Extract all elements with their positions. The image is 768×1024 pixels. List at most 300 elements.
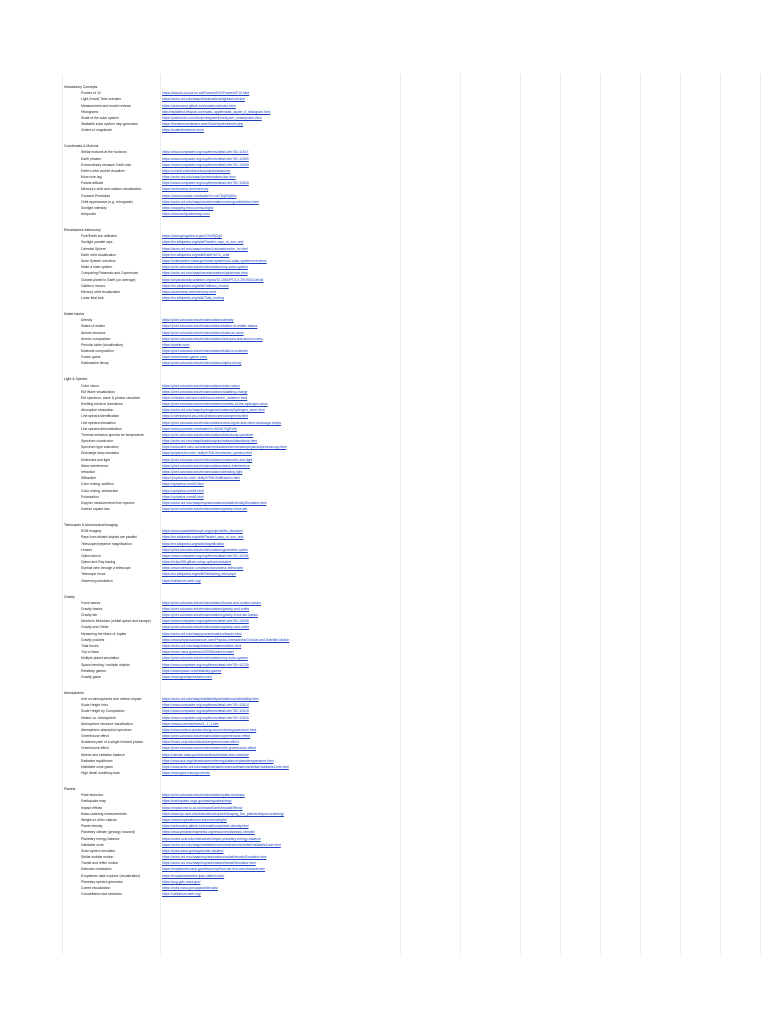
resource-link[interactable]: https://astronomy.com/mercury xyxy=(162,187,209,192)
resource-row xyxy=(0,289,768,295)
resource-link[interactable]: https://scied.ucar.edu/interactive/simple-planetary-energy-balance xyxy=(162,836,261,841)
resource-link[interactable]: https://astro.unl.edu/naap/habitablezones/animations/stellarHabitableZone.html xyxy=(162,842,281,847)
resource-link[interactable]: https://mars.nasa.gov/mars2020/timeline/cruise/ xyxy=(162,650,234,655)
resource-row xyxy=(0,674,768,680)
resource-name: Gravity and Orbits xyxy=(81,625,109,630)
resource-name: Trip to Mars xyxy=(81,650,99,655)
resource-name: Measuring the Mass of Jupiter xyxy=(81,631,127,636)
resource-row xyxy=(0,336,768,342)
section-header-row xyxy=(0,690,768,696)
resource-link[interactable]: https://exoplanets.nasa.gov/discovery/how-we-find-and-characterize/ xyxy=(162,867,266,872)
resource-link[interactable]: https://www.gravitysimulator.com/ xyxy=(162,674,213,679)
resource-row xyxy=(0,715,768,721)
resource-link[interactable]: https://phet.colorado.edu/en/simulations/isotopes-and-atomic-mass xyxy=(162,336,263,341)
resource-row xyxy=(0,162,768,168)
resource-link[interactable]: https://www.compadre.org/osp/items/detail.cfm?ID=13008 xyxy=(162,619,249,624)
resource-name: Unit on atmospheres and meteor impact xyxy=(81,697,142,702)
resource-link[interactable]: https://astro.unl.edu/naap/ltt/animations/lightarrival.html xyxy=(162,97,245,102)
resource-link[interactable]: https://www.compadre.org/osp/items/detail.cfm?ID=12725 xyxy=(162,662,249,667)
resource-link[interactable]: https://phet.colorado.edu/en/simulations/forces-and-motion-basics xyxy=(162,600,261,605)
resource-row xyxy=(0,873,768,879)
resource-link[interactable]: https://ricktu288.github.io/ray-optics/simulator/ xyxy=(162,560,231,565)
resource-link[interactable]: https://joshworth.com/dev/pixelspace/pixelspace_solarsystem.html xyxy=(162,115,262,120)
resource-name: Solar system simulator xyxy=(81,848,116,853)
resource-link[interactable]: https://astro.unl.edu/naap/tides/animations/tides.html xyxy=(162,644,242,648)
resource-link[interactable]: https://phet.colorado.edu/en/simulations/bending-light xyxy=(162,470,243,474)
resource-link[interactable]: https://www.exploratorium.edu/ronh/weight/ xyxy=(162,817,227,822)
resource-row xyxy=(0,655,768,661)
resource-link[interactable]: https://phet.colorado.edu/en/simulations/color-vision xyxy=(162,383,241,388)
section-header-row xyxy=(0,227,768,233)
resource-name: Atmosphere structure visualization xyxy=(81,721,133,726)
resource-link[interactable]: https://astronomy.github.io/simulations/index.html xyxy=(162,103,236,108)
section-header-row xyxy=(0,311,768,317)
resource-link[interactable]: https://phet.colorado.edu/en/simulations/gravity-and-orbits xyxy=(162,606,250,611)
resource-name: Comet visualization xyxy=(81,885,111,890)
resource-link[interactable]: https://en.wikipedia.org/wiki/Refracting_telescope xyxy=(162,572,237,577)
resource-link[interactable]: https://www.compadre.org/osp/items/detail.cfm?ID=12650 xyxy=(162,156,249,161)
resource-row xyxy=(0,798,768,804)
resource-link[interactable]: https://www.antipodesmap.com/ xyxy=(162,212,210,217)
resource-name: Comparing Ptolemaic and Copernican xyxy=(81,271,139,276)
resource-row xyxy=(0,407,768,413)
resource-link[interactable]: https://solarsystem.nasa.gov/solar-system/our-solar-system/overview/ xyxy=(162,258,267,263)
resource-name: Scale of the solar system xyxy=(81,115,119,120)
resource-name: Measurement and model reviews xyxy=(81,103,131,108)
resource-link[interactable]: https://www.compadre.org/osp/items/detail.cfm?ID=12615 xyxy=(162,709,249,714)
resource-link[interactable]: https://www.compadre.org/osp/items/detail.cfm?ID=11617 xyxy=(162,150,249,155)
resource-link[interactable]: https://scied.ucar.edu/interactive/greenhouse-effect xyxy=(162,740,239,745)
resource-name: Earth's orbit and tilt visualizer xyxy=(81,168,125,173)
resource-link[interactable]: https://climate.nasa.gov/interactives/climate-time-machine xyxy=(162,752,249,757)
resource-link[interactable]: https://www.acs.org/climatescience/energybalance/planettemperature.html xyxy=(162,758,274,763)
resource-link[interactable]: https://www.fusion-game.com/ xyxy=(162,355,208,360)
resource-row xyxy=(0,239,768,245)
resource-name: Detection simulation xyxy=(81,867,112,872)
resource-row xyxy=(0,805,768,811)
resource-name: Force basics xyxy=(81,600,101,605)
resource-name: Absorption simulation xyxy=(81,408,114,413)
resource-name: Scale Height by Composition xyxy=(81,709,125,714)
resource-name: Periodic table (visualization) xyxy=(81,342,124,347)
resource-link[interactable]: https://www.compadre.org/osp/items/detail.cfm?ID=12628 xyxy=(162,181,249,186)
resource-row xyxy=(0,383,768,389)
resource-name: Gravity game xyxy=(81,674,102,679)
resource-link[interactable]: https://ptable.com/ xyxy=(162,342,190,347)
section-title: Telescopes & Astronomical Imaging xyxy=(64,523,118,528)
resource-row xyxy=(0,413,768,419)
resource-link[interactable]: https://www.pbslearningmedia.org/resource/planetary-climate/ xyxy=(162,830,255,835)
resource-name: Telescope focus xyxy=(81,572,106,577)
resource-link[interactable]: https://astronomy.com/mercury-orbit xyxy=(162,289,217,294)
resource-name: Transit and reflex motion xyxy=(81,861,119,866)
section-title: Matter basics xyxy=(64,312,85,317)
resource-row xyxy=(0,193,768,199)
resource-row xyxy=(0,469,768,475)
resource-name: Polaris altitude xyxy=(81,181,104,186)
resource-row xyxy=(0,354,768,360)
resource-row xyxy=(0,528,768,534)
resource-row xyxy=(0,426,768,432)
resource-row xyxy=(0,860,768,866)
resource-name: Lunar tidal lock xyxy=(81,296,104,300)
resource-row xyxy=(0,450,768,456)
resource-row xyxy=(0,829,768,835)
resource-link[interactable]: https://astro.unl.edu/naap/habitability/animations/habitability.html xyxy=(162,697,259,702)
resource-name: Space bending / multiple objects xyxy=(81,662,130,667)
resource-link[interactable]: https://stellarium-web.org/ xyxy=(162,578,201,583)
resource-name: Plate tectonics xyxy=(81,793,104,798)
resource-name: Mass-cratering measurements xyxy=(81,811,127,816)
resource-row xyxy=(0,565,768,571)
resource-row xyxy=(0,205,768,211)
resource-link[interactable]: https://www.ru.ucnuz.es.ca/PowersOf10/Powers0F10.html xyxy=(162,91,250,96)
resource-name: Doppler measurement from spectra xyxy=(81,500,135,505)
section-header-row xyxy=(0,376,768,382)
resource-row xyxy=(0,571,768,577)
resource-row xyxy=(0,854,768,860)
resource-row xyxy=(0,389,768,395)
resource-link[interactable]: https://phet.colorado.edu/en/simulations/my-solar-system xyxy=(162,265,248,270)
resource-link[interactable]: https://en.wikipedia.org/wiki/Galilean_moons xyxy=(162,283,229,288)
resource-row xyxy=(0,401,768,407)
resource-link[interactable]: https://stellarium-web.org/ xyxy=(162,892,201,897)
resource-row xyxy=(0,156,768,162)
resource-row xyxy=(0,553,768,559)
resource-name: Foucault Pendulum xyxy=(81,193,111,198)
resource-link[interactable]: https://phet.colorado.edu/en/simulations/neon-lights-and-other-discharge-lamps xyxy=(162,420,282,425)
resource-row xyxy=(0,885,768,891)
resource-row xyxy=(0,127,768,133)
resource-row xyxy=(0,494,768,500)
resource-row xyxy=(0,252,768,258)
resource-row xyxy=(0,752,768,758)
resource-name: Sunlight parallel rays xyxy=(81,240,113,245)
resource-name: Celestial Sphere xyxy=(81,246,106,251)
resource-link[interactable]: https://www.meteor.iastate.edu/gccourse/forcing/spectrum.html xyxy=(162,727,257,732)
resource-link[interactable]: https://astro.unl.edu/naap/ssm/animations/retrogradeMotion.html xyxy=(162,199,259,204)
resource-link[interactable]: https://eyes.nasa.gov/apps/solar-system/ xyxy=(162,848,224,853)
resource-name: Impact effects xyxy=(81,805,103,810)
resource-row xyxy=(0,606,768,612)
section-header-row xyxy=(0,143,768,149)
resource-name: Weight on other objects xyxy=(81,817,117,822)
resource-link[interactable]: https://phet.colorado.edu/en/simulations/the-greenhouse-effect xyxy=(162,746,256,751)
resource-name: Density xyxy=(81,318,93,323)
resource-row xyxy=(0,199,768,205)
resource-name: Atmospheric absorption spectrum xyxy=(81,727,132,732)
resource-row xyxy=(0,739,768,745)
resource-row xyxy=(0,506,768,512)
resource-name: Relativity games xyxy=(81,668,106,673)
resource-row xyxy=(0,612,768,618)
resource-name: Galileo's moons xyxy=(81,283,106,288)
resource-name: Planet density xyxy=(81,824,103,829)
resource-row xyxy=(0,96,768,102)
resource-name: Planetary energy balance xyxy=(81,836,120,841)
resource-row xyxy=(0,500,768,506)
resource-row xyxy=(0,662,768,668)
resource-name: Color mixing, subtraction xyxy=(81,488,119,493)
resource-link[interactable]: https://phet.colorado.edu/en/simulations/models-of-the-hydrogen-atom xyxy=(162,402,268,407)
resource-row xyxy=(0,121,768,127)
resource-link[interactable]: https://astro.unl.edu/naap/esp/animations/radialVelocitySimulator.html xyxy=(162,855,267,860)
resource-row xyxy=(0,233,768,239)
resource-link[interactable]: https://www.compadre.org/osp/items/detail.cfm?ID=12614 xyxy=(162,703,249,708)
resource-link[interactable]: https://chandra.harvard.edu/resources/em_radiation.html xyxy=(162,395,248,400)
resource-name: States of matter xyxy=(81,324,105,329)
resource-link[interactable]: https://en.wikipedia.org/wiki/Tidal_locking xyxy=(162,296,224,300)
resource-row xyxy=(0,547,768,553)
resource-link[interactable]: https://www.atnf.csiro.au/outreach/education/senior/astrophysics/spectroscopy.html xyxy=(162,445,287,450)
resource-name: Planetary climate (geology focused) xyxy=(81,830,135,835)
resource-name: Orbit appearance (e.g. retrograde) xyxy=(81,199,133,204)
resource-link[interactable]: https://www.compadre.org/osp/items/detail.cfm?ID=12616 xyxy=(162,715,249,720)
resource-name: Moon rise-lag xyxy=(81,175,102,180)
resource-row xyxy=(0,842,768,848)
resource-row xyxy=(0,258,768,264)
resource-name: Stellar motions at the horizons xyxy=(81,150,127,155)
resource-name: EM Wave visualization xyxy=(81,389,115,394)
resource-row xyxy=(0,323,768,329)
resource-name: Telescope/eyepiece magnification xyxy=(81,541,132,546)
section-title: Coordinates & Motions xyxy=(64,144,99,149)
resource-row xyxy=(0,277,768,283)
resource-link[interactable]: https://www.lpi.usra.edu/education/explore/shaping_the_planets/impact-cratering/ xyxy=(162,811,284,816)
resource-link[interactable]: https://astro.unl.edu/naap/hydrogen/animations/hydrogen_atom.html xyxy=(162,408,265,413)
resource-row xyxy=(0,348,768,354)
resource-name: Spectrum constructor xyxy=(81,439,114,444)
resource-link[interactable]: https://impact.ese.ic.ac.uk/ImpactEarth/ImpactEffects/ xyxy=(162,805,243,810)
resource-link[interactable]: https://astro.unl.edu/naap/esp/animations/radialVelocitySimulator.html xyxy=(162,500,267,505)
resource-name: Thermal emission spectra for temperature xyxy=(81,432,144,437)
resource-link[interactable]: https://www.astro.unl.edu/naap/habitablezones/animations/stellarHabitableZone.html xyxy=(162,764,289,769)
resource-link[interactable]: https://eyes.nasa.gov/apps/asteroids/ xyxy=(162,885,218,890)
resource-link[interactable]: https://en.wikipedia.org/wiki/Parallel_rays_of_sun_and xyxy=(162,240,244,245)
resource-row xyxy=(0,481,768,487)
resource-link[interactable]: https://www.stelvision.com/astro/simulateur-telescope/ xyxy=(162,566,244,571)
resource-link[interactable]: https://www.compadre.org/osp/items/detail.cfm?ID=10331 xyxy=(162,553,249,558)
resource-link[interactable]: https://exoplanetarchive.ipac.caltech.edu/ xyxy=(162,873,225,878)
resource-link[interactable]: https://phet.colorado.edu/en/simulations/gravity-force-lab xyxy=(162,507,248,512)
resource-name: Diffraction xyxy=(81,476,97,481)
resource-name: Color mixing, addition xyxy=(81,482,114,487)
resource-link[interactable]: https://physics.bu.edu/~duffy/HTML5/diffraction.html xyxy=(162,476,240,481)
resource-link[interactable]: https://www.ucar.edu/learn/1_1_1.htm xyxy=(162,721,219,726)
resource-link[interactable]: https://ccnmtl.columbia.edu/projects/seasons/ xyxy=(162,168,231,173)
section-title: Light & Spectra xyxy=(64,377,88,382)
resource-row xyxy=(0,668,768,674)
resource-link[interactable]: https://www.physicsclassroom.com/Physics-Interactives/Circular-and-Satellite-Motion xyxy=(162,637,290,642)
resource-link[interactable]: https://ophysics.com/l3.html xyxy=(162,488,204,493)
resource-link[interactable]: https://phet.colorado.edu/en/simulations/molecules-and-light xyxy=(162,457,253,462)
resource-link[interactable]: https://astro.unl.edu/naap/ssm/animations/ptolemaic.html xyxy=(162,271,248,276)
resource-name: Orders of magnitude xyxy=(81,128,112,133)
resource-name: Exoplanets data explorer (visualization) xyxy=(81,873,141,878)
resource-name: Discharge lamp simulator xyxy=(81,451,120,456)
resource-row xyxy=(0,624,768,630)
resource-row xyxy=(0,764,768,770)
resource-link[interactable]: https://astro.unl.edu/naap/lps/animations/lps.html xyxy=(162,175,236,180)
resource-name: Walkable solar system map generator xyxy=(81,122,138,127)
resource-name: Powers of 10 xyxy=(81,91,101,96)
resource-link[interactable]: https://phet.colorado.edu/en/simulations/states-of-matter-basics xyxy=(162,324,258,329)
resource-name: Habitable zone game xyxy=(81,764,114,769)
resource-link[interactable]: https://en.wikipedia.org/wiki/Magnification xyxy=(162,541,225,546)
resource-link[interactable]: https://ophysics.com/l5.html xyxy=(162,494,204,499)
resource-link[interactable]: https://www.geogebra.org/m/ZXWfQ2g3 xyxy=(162,234,222,239)
resource-name: Scattered path of a single infrared photon xyxy=(81,740,144,745)
resource-row xyxy=(0,444,768,450)
resource-link[interactable]: https://ophysics.com/l2.html xyxy=(162,482,204,487)
resource-link[interactable]: https://earthquake.usgs.gov/earthquakes/map/ xyxy=(162,799,232,804)
resource-row xyxy=(0,600,768,606)
resource-row xyxy=(0,149,768,155)
resource-link[interactable]: https://phet.colorado.edu/en/simulations/greenhouse-effect xyxy=(162,734,251,739)
resource-name: Mercury orbit visualization xyxy=(81,289,121,294)
resource-name: Inverse square law xyxy=(81,507,110,512)
section-title: Planets xyxy=(64,787,76,792)
resource-name: Sunlight intensity xyxy=(81,205,107,210)
resource-name: Line spectra simulation xyxy=(81,420,116,425)
resource-name: Gravity lab xyxy=(81,613,98,618)
resource-row xyxy=(0,360,768,366)
resource-link[interactable]: https://thealexcoordinator.com/SolarSystemModel.php xyxy=(162,122,244,127)
resource-link[interactable]: https://phet.colorado.edu/en/simulations/build-an-atom xyxy=(162,330,244,335)
resource-name: Multiple planet simulation xyxy=(81,656,120,661)
section-title: Introductory Concepts xyxy=(64,85,98,89)
resource-row xyxy=(0,174,768,180)
section-title: Renaissance Astronomy xyxy=(64,228,101,233)
resource-row xyxy=(0,395,768,401)
resource-name: Meteor vs. Atmosphere xyxy=(81,715,116,720)
resource-link[interactable]: https://en.wikipedia.org/wiki/Earth%27s_orbit xyxy=(162,252,230,257)
resource-row xyxy=(0,770,768,776)
resource-name: Atomic structure xyxy=(81,330,106,335)
resource-link[interactable]: https://astro.unl.edu/naap/blackbody/animations/blackbody.html xyxy=(162,439,258,444)
resource-name: Tidal forces xyxy=(81,644,99,648)
resource-name: Line spectra identification xyxy=(81,414,120,419)
resource-link[interactable]: https://phet.colorado.edu/en/simulations/wave-interference xyxy=(162,463,250,468)
resource-row xyxy=(0,792,768,798)
resource-link[interactable]: https://phet.colorado.edu/en/simulations/density xyxy=(162,318,234,323)
resource-link[interactable]: https://phet.colorado.edu/en/simulations/build-a-molecule xyxy=(162,349,248,354)
resource-name: Wave interference xyxy=(81,463,109,468)
resource-row xyxy=(0,264,768,270)
resource-name: Greenhouse effect xyxy=(81,734,109,739)
resource-name: refraction xyxy=(81,470,96,474)
resource-link[interactable]: https://physics.bu.edu/~duffy/HTML5/emission_spectra.html xyxy=(162,451,252,456)
resource-link[interactable]: http://digitalfirst.bfwpub.com/stats_applet/stats_applet_8_histogram.html xyxy=(162,109,271,114)
resource-name: Planetary spectra generator xyxy=(81,879,123,884)
resource-name: Color vision xyxy=(81,383,99,388)
resource-row xyxy=(0,283,768,289)
resource-name: Habitable zone xyxy=(81,842,104,847)
resource-name: Eyeball view through a telescope xyxy=(81,566,131,571)
resource-name: RGB imaging xyxy=(81,529,102,534)
section-title: Atmospheres xyxy=(64,690,84,695)
resource-row xyxy=(0,534,768,540)
resource-name: Make a solar system xyxy=(81,265,113,270)
resource-link[interactable]: https://phet.colorado.edu/en/simulations/plate-tectonics xyxy=(162,793,245,798)
resource-row xyxy=(0,420,768,426)
resource-row xyxy=(0,836,768,842)
resource-row xyxy=(0,211,768,217)
resource-link[interactable]: https://en.wikipedia.org/wiki/Parallel_rays_of_sun_and xyxy=(162,535,244,540)
resource-name: Atomic composition xyxy=(81,336,111,341)
resource-link[interactable]: https://scaleofuniverse.com/ xyxy=(162,128,205,133)
resource-name: Mercury's orbit and rotation visualization xyxy=(81,187,142,192)
section-header-row xyxy=(0,594,768,600)
resource-link[interactable]: https://mapping.html.com/sunlight/ xyxy=(162,205,214,210)
resource-link[interactable]: https://www.compadre.org/osp/items/detail.cfm?ID=13005 xyxy=(162,162,249,167)
resource-link[interactable]: https://www.spacetelescope.org/projects/fits_liberator/ xyxy=(162,529,243,534)
resource-row xyxy=(0,90,768,96)
resource-row xyxy=(0,866,768,872)
resource-row xyxy=(0,115,768,121)
resource-row xyxy=(0,758,768,764)
resource-name: Fusion game xyxy=(81,355,101,360)
resource-link[interactable]: https://phet.colorado.edu/en/simulations/radiating-charge xyxy=(162,389,248,394)
resource-name: Scale Height Intro xyxy=(81,703,108,708)
resource-link[interactable]: https://phet.colorado.edu/en/simulations/geometric-optics xyxy=(162,547,248,552)
resource-name: Line spectra demonstration xyxy=(81,426,122,431)
resource-row xyxy=(0,848,768,854)
resource-name: Closest planet to Earth (on average) xyxy=(81,277,136,282)
resource-link[interactable]: https://physicstoday.scitation.org/do/10.1063/PT.6.3.20190312a/full/ xyxy=(162,277,264,282)
resource-link[interactable]: https://phet.colorado.edu/en/simulations/gravity-and-orbits xyxy=(162,625,250,630)
resource-row xyxy=(0,817,768,823)
resource-link[interactable]: https://www.space.com/relativity-games xyxy=(162,668,222,673)
resource-link[interactable]: https://phet.colorado.edu/en/simulations/alpha-decay xyxy=(162,361,242,366)
resource-row xyxy=(0,891,768,897)
resource-name: Radiative equilibrium xyxy=(81,758,113,763)
resource-link[interactable]: https://chemistry.bd.psu.edu/jircitano/periodicspectra.html xyxy=(162,414,249,419)
resource-link[interactable]: https://phet.colorado.edu/en/simulations/my-solar-system xyxy=(162,656,248,661)
resource-name: Rays from distant objects are parallel xyxy=(81,535,137,540)
resource-name: Observing simulation xyxy=(81,578,113,583)
resource-row xyxy=(0,438,768,444)
resource-link[interactable]: https://astro.unl.edu/naap/pos/animations/kepler.html xyxy=(162,631,242,636)
resource-name: Molecule composition xyxy=(81,349,114,354)
resource-name: Lenses xyxy=(81,547,92,552)
resource-row xyxy=(0,432,768,438)
resource-row xyxy=(0,103,768,109)
resource-row xyxy=(0,270,768,276)
resource-link[interactable]: https://astro.unl.edu/naap/esp/animations/transitSimulator.html xyxy=(162,861,256,866)
resource-link[interactable]: https://astro.unl.edu/naap/motion1/animations/ce_hc.html xyxy=(162,246,248,251)
resource-row xyxy=(0,168,768,174)
resource-row xyxy=(0,618,768,624)
resource-link[interactable]: https://www.giss.nasa.gov/tools/ xyxy=(162,771,211,776)
resource-name: Albedo and radiative balance xyxy=(81,752,125,757)
section-header-row xyxy=(0,84,768,90)
resource-link[interactable]: https://www.youtube.com/watch?v=ue7DqRAj2Nc xyxy=(162,193,237,198)
resource-row xyxy=(0,649,768,655)
resource-link[interactable]: https://phet.colorado.edu/en/simulations/gravity-force-lab-basics xyxy=(162,613,258,618)
resource-row xyxy=(0,578,768,584)
resource-link[interactable]: https://phet.colorado.edu/en/simulations/blackbody-spectrum xyxy=(162,432,254,437)
resource-row xyxy=(0,463,768,469)
resource-link[interactable]: https://astronomy.github.io/simulations/planet-density.html xyxy=(162,824,249,829)
resource-name: Constellation star simulator xyxy=(81,892,122,897)
resource-row xyxy=(0,488,768,494)
resource-row xyxy=(0,643,768,649)
resource-row xyxy=(0,708,768,714)
resource-link[interactable]: https://psg.gsfc.nasa.gov/ xyxy=(162,879,201,884)
resource-link[interactable]: https://www.youtube.com/watch?v=5ZhE7ZgPxKk xyxy=(162,426,237,431)
resource-row xyxy=(0,811,768,817)
